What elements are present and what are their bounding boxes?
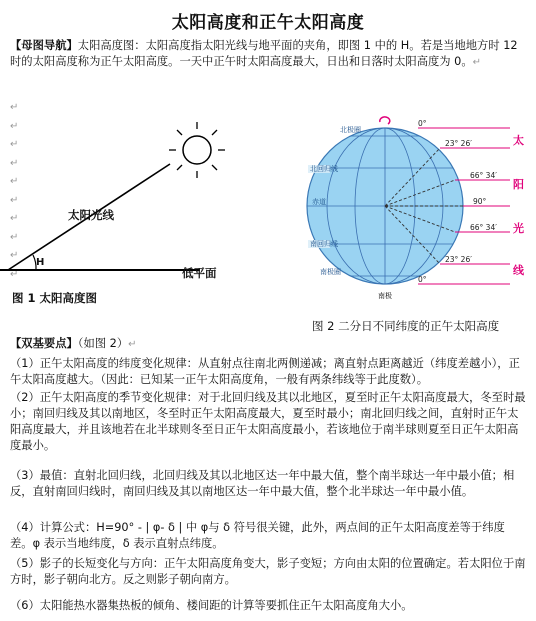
paragraph-marks: ↵ ↵ ↵ ↵ ↵ ↵ ↵ ↵ ↵ ↵: [10, 102, 19, 280]
point-item: （6）太阳能热水器集热板的倾角、楼间距的计算等要抓住正午太阳高度角大小。: [10, 599, 413, 612]
points-heading: 【双基要点】（如图 2）↵: [10, 337, 137, 350]
intro-paragraph: 【母图导航】太阳高度图：太阳高度指太阳光线与地平面的夹角，即图 1 中的 H。若是当地地方时 12 时的太阳高度称为正午太阳高度。一天中正午时太阳高度最大，日出和日落时太阳高度为 0。↵: [10, 39, 518, 68]
angle-label: 66° 34′: [470, 223, 497, 232]
side-label: 光: [513, 222, 524, 235]
intro-tag: 【母图导航】: [10, 39, 78, 52]
point-item: （1）正午太阳高度的纬度变化规律：从直射点往南北两侧递减；离直射点距离越近（纬度差越小），正午太阳高度越大。（因此：已知某一正午太阳高度角，一般有两条纬线等于此度数）。: [10, 357, 520, 386]
figure2-globe-diagram: [300, 108, 530, 308]
point-item: （2）正午太阳高度的季节变化规律：对于北回归线及其以北地区，夏至时正午太阳高度最大，冬至时最小；南回归线及其以南地区，冬至时正午太阳高度最大，夏至时最小；南北回归线之间，直射时正午太阳高度最大，并且该地若在北半球则冬至日正午太阳高度最小，若该地位于南半球则夏至日正午太阳高度最小。: [10, 391, 526, 452]
lat-tropic-cancer: 北回归线: [310, 165, 338, 173]
angle-label: 66° 34′: [470, 171, 497, 180]
lat-equator: 赤道: [312, 198, 326, 206]
lat-antarctic-circle: 南极圈: [320, 268, 341, 276]
side-label: 太: [513, 134, 524, 147]
points-tag: 【双基要点】: [10, 337, 78, 350]
points-ref: （如图 2）: [77, 337, 129, 350]
sun-ray-label: 太阳光线: [68, 208, 114, 222]
page-title: 太阳高度和正午太阳高度: [171, 13, 365, 33]
angle-label: 23° 26′: [445, 139, 472, 148]
figure1-caption: 图 1 太阳高度图: [12, 291, 98, 305]
angle-label: 0°: [418, 275, 427, 284]
angle-label: 0°: [418, 119, 427, 128]
angle-label: 90°: [473, 197, 487, 206]
side-label: 阳: [513, 178, 524, 191]
side-label: 线: [513, 264, 524, 277]
ground-label: 低平面: [182, 266, 217, 280]
lat-tropic-capricorn: 南回归线: [310, 240, 338, 248]
point-item: （3）最值：直射北回归线，北回归线及其以北地区达一年中最大值，整个南半球达一年中最小值；相反，直射南回归线时，南回归线及其以南地区达一年中最大值，整个北半球达一年中最小值。: [10, 469, 515, 498]
angle-label: 23° 26′: [445, 255, 472, 264]
point-item: （5）影子的长短变化与方向：正午太阳高度角变大，影子变短；方向由太阳的位置确定。若太阳位于南方时，影子朝向北方。反之则影子朝向南方。: [10, 557, 526, 586]
sun-icon: [169, 122, 225, 178]
angle-h-label: H: [36, 257, 45, 268]
intro-text: 太阳高度图：太阳高度指太阳光线与地平面的夹角，即图 1 中的 H。若是当地地方时 12 时的太阳高度称为正午太阳高度。一天中正午时太阳高度最大，日出和日落时太阳高度为 0。: [10, 39, 518, 68]
figure2-caption: 图 2 二分日不同纬度的正午太阳高度: [312, 319, 500, 333]
point-item: （4）计算公式：H=90° - | φ- δ | 中 φ与 δ 符号很关键，此外，两点间的正午太阳高度差等于纬度差。φ 表示当地纬度，δ 表示直射点纬度。: [10, 521, 505, 550]
lat-arctic-circle: 北极圈: [340, 126, 361, 134]
south-pole-label: 南极: [378, 292, 392, 300]
